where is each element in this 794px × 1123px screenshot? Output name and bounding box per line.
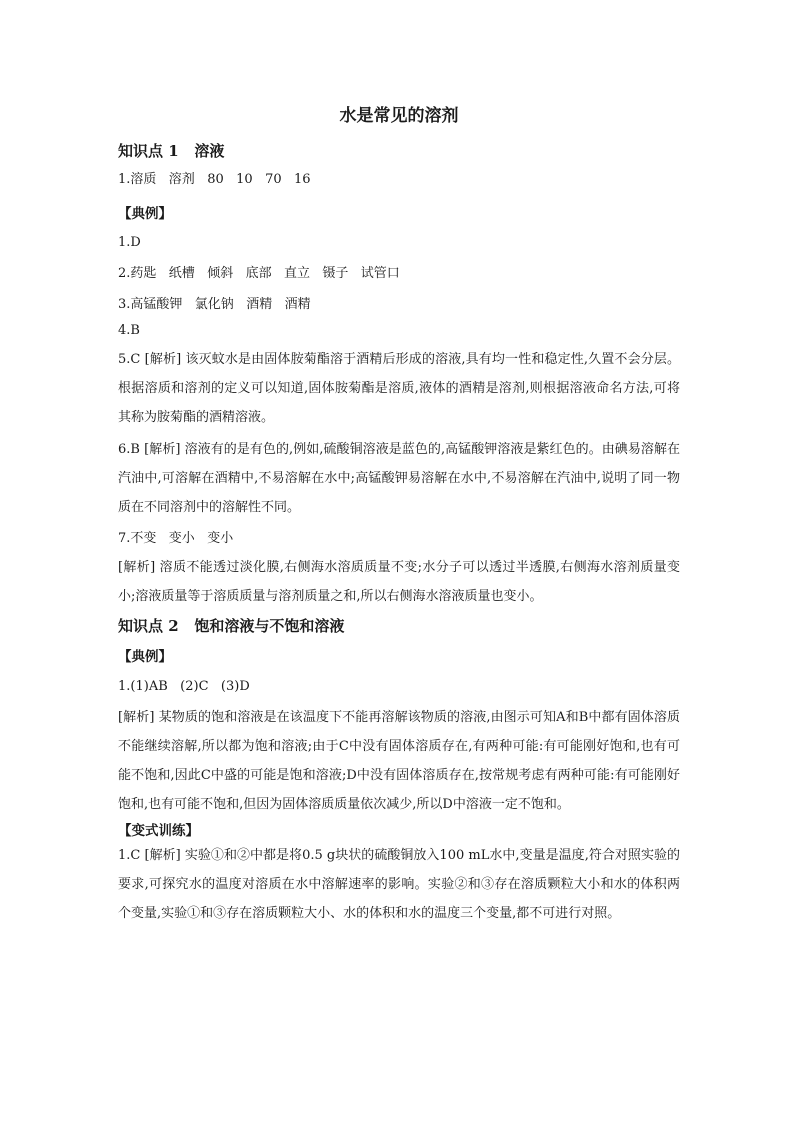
example-label: 【典例】 bbox=[118, 649, 172, 665]
answer-line: 4.B bbox=[118, 323, 140, 338]
analysis-paragraph: [解析] 某物质的饱和溶液是在该温度下不能再溶解该物质的溶液,由图示可知A和B中都有固体溶质不能继续溶解,所以都为饱和溶液;由于C中没有固体溶质存在,有两种可能:有可能刚好饱和,也有可能不饱和,因此C中盛的可能是饱和溶液;D中没有固体溶质存在,按常规考虑有两种可能:有可能刚好饱和,也有可能不饱和,但因为固体溶质质量依次减少,所以D中溶液一定不饱和。 bbox=[118, 710, 680, 812]
page-title: 水是常见的溶剂 bbox=[339, 106, 459, 126]
answer-line: 1.溶质 溶剂 80 10 70 16 bbox=[118, 172, 311, 187]
analysis-paragraph: 1.C [解析] 实验①和②中都是将0.5 g块状的硫酸铜放入100 mL水中,变量是温度,符合对照实验的要求,可探究水的温度对溶质在水中溶解速率的影响。实验②和③存在溶质颗粒大小和水的体积两个变量,实验①和③存在溶质颗粒大小、水的体积和水的温度三个变量,都不可进行对照。 bbox=[118, 848, 680, 921]
analysis-paragraph: [解析] 溶质不能透过淡化膜,右侧海水溶质质量不变;水分子可以透过半透膜,右侧海水溶剂质量变小;溶液质量等于溶质质量与溶剂质量之和,所以右侧海水溶液质量也变小。 bbox=[118, 560, 680, 604]
answer-line: 2.药匙 纸槽 倾斜 底部 直立 镊子 试管口 bbox=[118, 266, 400, 281]
analysis-paragraph: 5.C [解析] 该灭蚊水是由固体胺菊酯溶于酒精后形成的溶液,具有均一性和稳定性,久置不会分层。根据溶质和溶剂的定义可以知道,固体胺菊酯是溶质,液体的酒精是溶剂,则根据溶液命名方法,可将其称为胺菊酯的酒精溶液。 bbox=[118, 352, 680, 425]
variant-training-label: 【变式训练】 bbox=[118, 823, 199, 839]
section-heading-1: 知识点 1 溶液 bbox=[118, 142, 225, 160]
example-label: 【典例】 bbox=[118, 206, 172, 222]
section-heading-2: 知识点 2 饱和溶液与不饱和溶液 bbox=[118, 617, 345, 635]
answer-line: 1.(1)AB (2)C (3)D bbox=[118, 679, 250, 694]
answer-line: 3.高锰酸钾 氯化钠 酒精 酒精 bbox=[118, 297, 311, 312]
document-content bbox=[118, 104, 680, 928]
answer-line: 7.不变 变小 变小 bbox=[118, 531, 234, 546]
analysis-paragraph: 6.B [解析] 溶液有的是有色的,例如,硫酸铜溶液是蓝色的,高锰酸钾溶液是紫红色的。由碘易溶解在汽油中,可溶解在酒精中,不易溶解在水中;高锰酸钾易溶解在水中,不易溶解在汽油中,说明了同一物质在不同溶剂中的溶解性不同。 bbox=[118, 442, 680, 515]
answer-line: 1.D bbox=[118, 235, 141, 250]
